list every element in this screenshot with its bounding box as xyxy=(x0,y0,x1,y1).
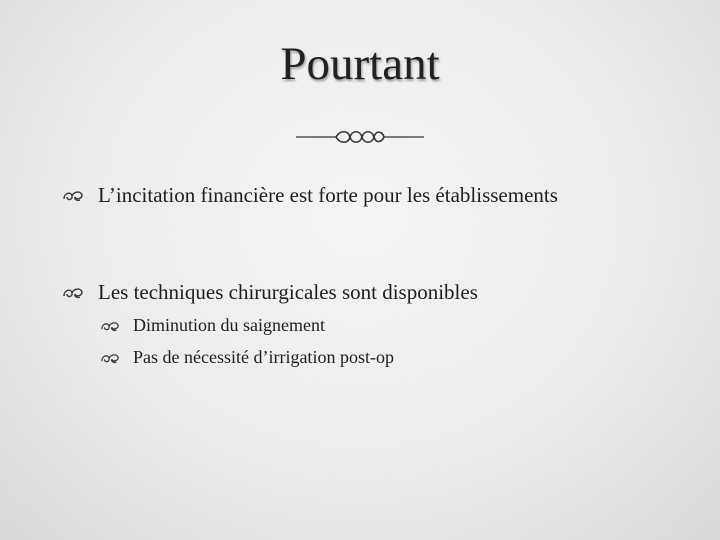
sub-bullet-text: Pas de nécessité d’irrigation post-op xyxy=(133,346,394,367)
sub-bullet-text: Diminution du saignement xyxy=(133,314,325,335)
sub-bullet-item xyxy=(100,313,325,337)
fleuron-icon xyxy=(62,188,84,202)
slide-title: Pourtant xyxy=(280,38,440,90)
bullet-item xyxy=(62,278,478,306)
sub-bullet-item xyxy=(100,345,394,369)
bullet-item xyxy=(62,181,558,209)
fleuron-icon xyxy=(100,351,120,364)
fleuron-icon xyxy=(100,319,120,332)
bullet-text: Les techniques chirurgicales sont disponibles xyxy=(98,279,478,304)
bullet-text: L’incitation financière est forte pour les établissements xyxy=(98,182,558,207)
fleuron-icon xyxy=(62,285,84,299)
